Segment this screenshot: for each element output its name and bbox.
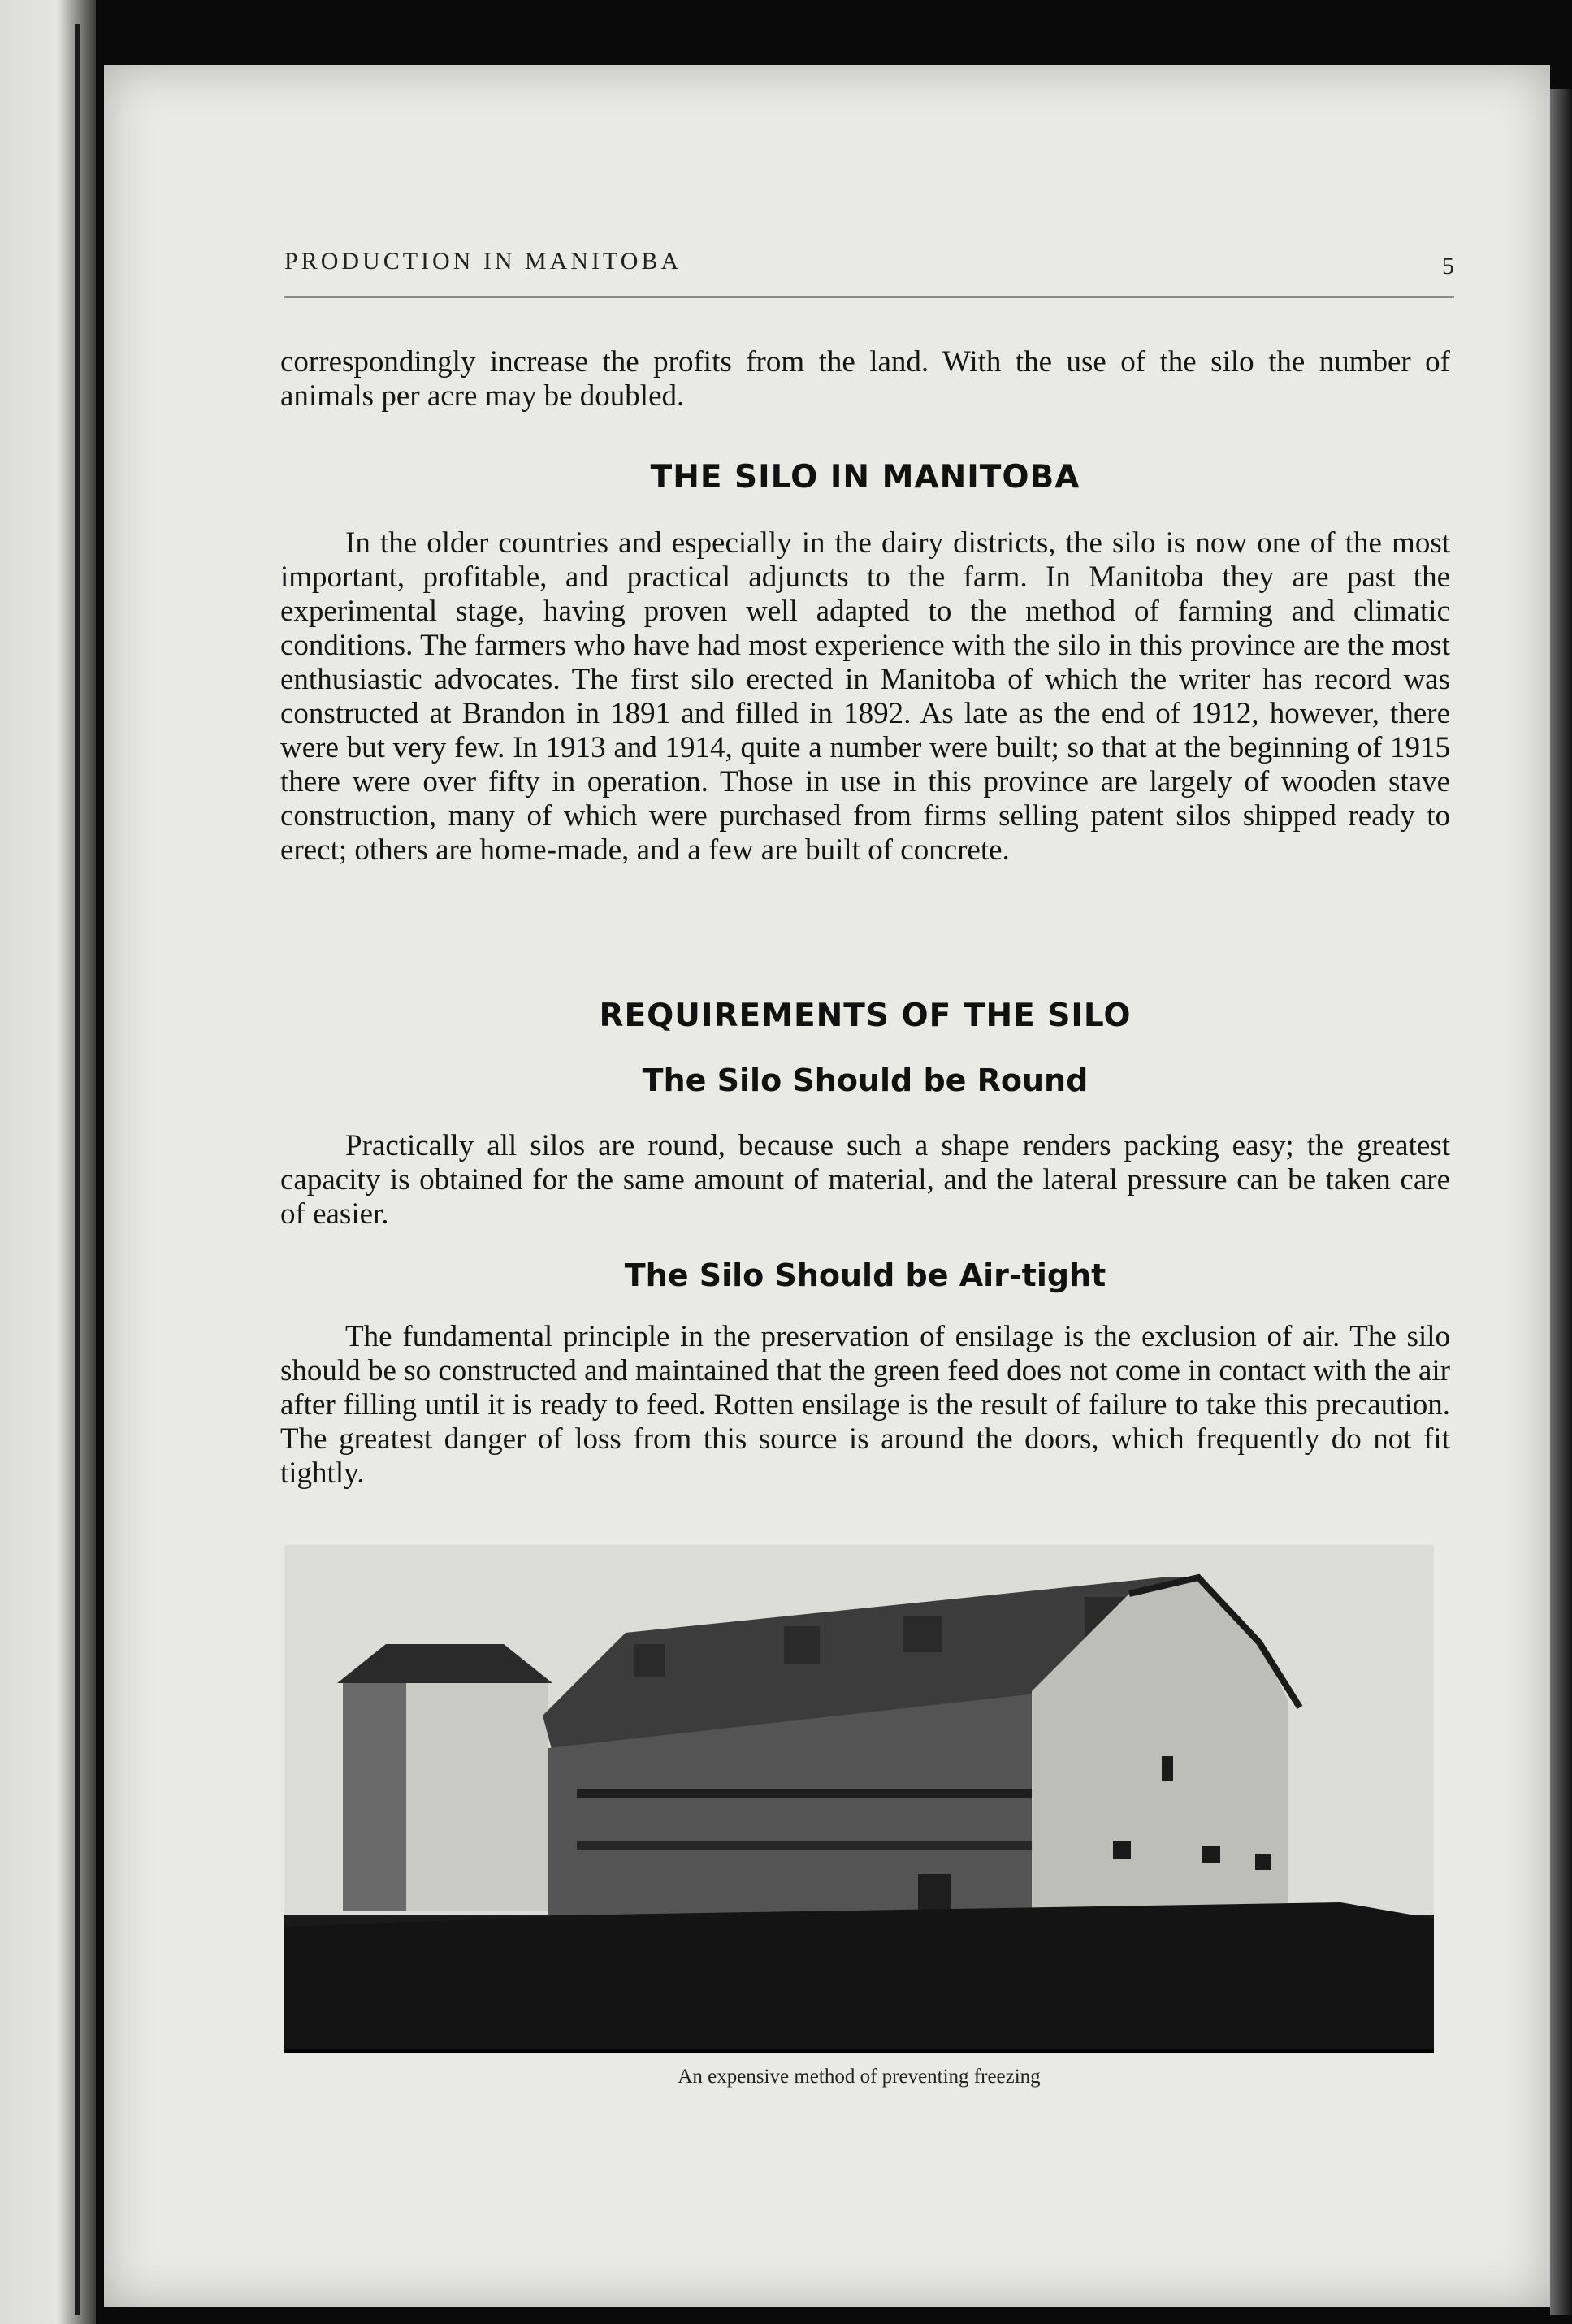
page-header [284, 248, 1454, 298]
subsection2-body [280, 1320, 1450, 1491]
section-requirements [280, 998, 1450, 1034]
intro-paragraph: correspondingly increase the profits from the land. With the use of the silo the number of animals per acre may be doubled. [280, 345, 1450, 413]
section1-heading: THE SILO IN MANITOBA [650, 459, 1080, 496]
subsection2-heading: The Silo Should be Air-tight [624, 1257, 1106, 1293]
subsection2-paragraph: The fundamental principle in the preservation of ensilage is the exclusion of air. The silo should be so constructed and maintained that the green feed does not come in contact with the air after filling until it is ready to feed. Rotten ensilage is the result of failure to take this precaution. The greatest danger of loss from this source is around the doors, which frequently do not fit tightly. [280, 1320, 1450, 1490]
subsection1-body [280, 1129, 1450, 1231]
subsection1-heading: The Silo Should be Round [642, 1062, 1089, 1098]
barn-photograph [284, 1545, 1434, 2053]
page-edge-shadow [1550, 89, 1572, 2315]
section-silo-in-manitoba [280, 459, 1450, 496]
subsection1-paragraph: Practically all silos are round, because such a shape renders packing easy; the greatest capacity is obtained for the same amount of material, and the lateral pressure can be taken care of easier. [280, 1129, 1450, 1231]
binding-shadow [75, 24, 80, 2315]
page-number: 5 [1442, 253, 1454, 279]
section1-paragraph: In the older countries and especially in the dairy districts, the silo is now one of the most important, profitable, and practical adjuncts to the farm. In Manitoba they are past the experimental stage, having proven well adapted to the method of farming and climatic conditions. The farmers who have had most experience with the silo in this province are the most enthusiastic advocates. The first silo erected in Manitoba of which the writer has record was constructed at Brandon in 1891 and filled in 1892. As late as the end of 1912, however, there were but very few. In 1913 and 1914, quite a number were built; so that at the beginning of 1915 there were over fifty in operation. Those in use in this province are largely of wooden stave construction, many of which were purchased from firms selling patent silos shipped ready to erect; others are home-made, and a few are built of concrete. [280, 526, 1450, 867]
figure-caption: An expensive method of preventing freezing [678, 2066, 1041, 2088]
subsection-air-tight [280, 1257, 1450, 1293]
adjacent-page-edge [0, 0, 96, 2324]
section1-body [280, 526, 1450, 868]
subsection-round [280, 1062, 1450, 1098]
running-head: PRODUCTION IN MANITOBA [284, 248, 682, 275]
section2-heading: REQUIREMENTS OF THE SILO [599, 998, 1132, 1034]
barn-illustration [284, 1545, 1434, 2053]
intro-block [280, 345, 1450, 413]
